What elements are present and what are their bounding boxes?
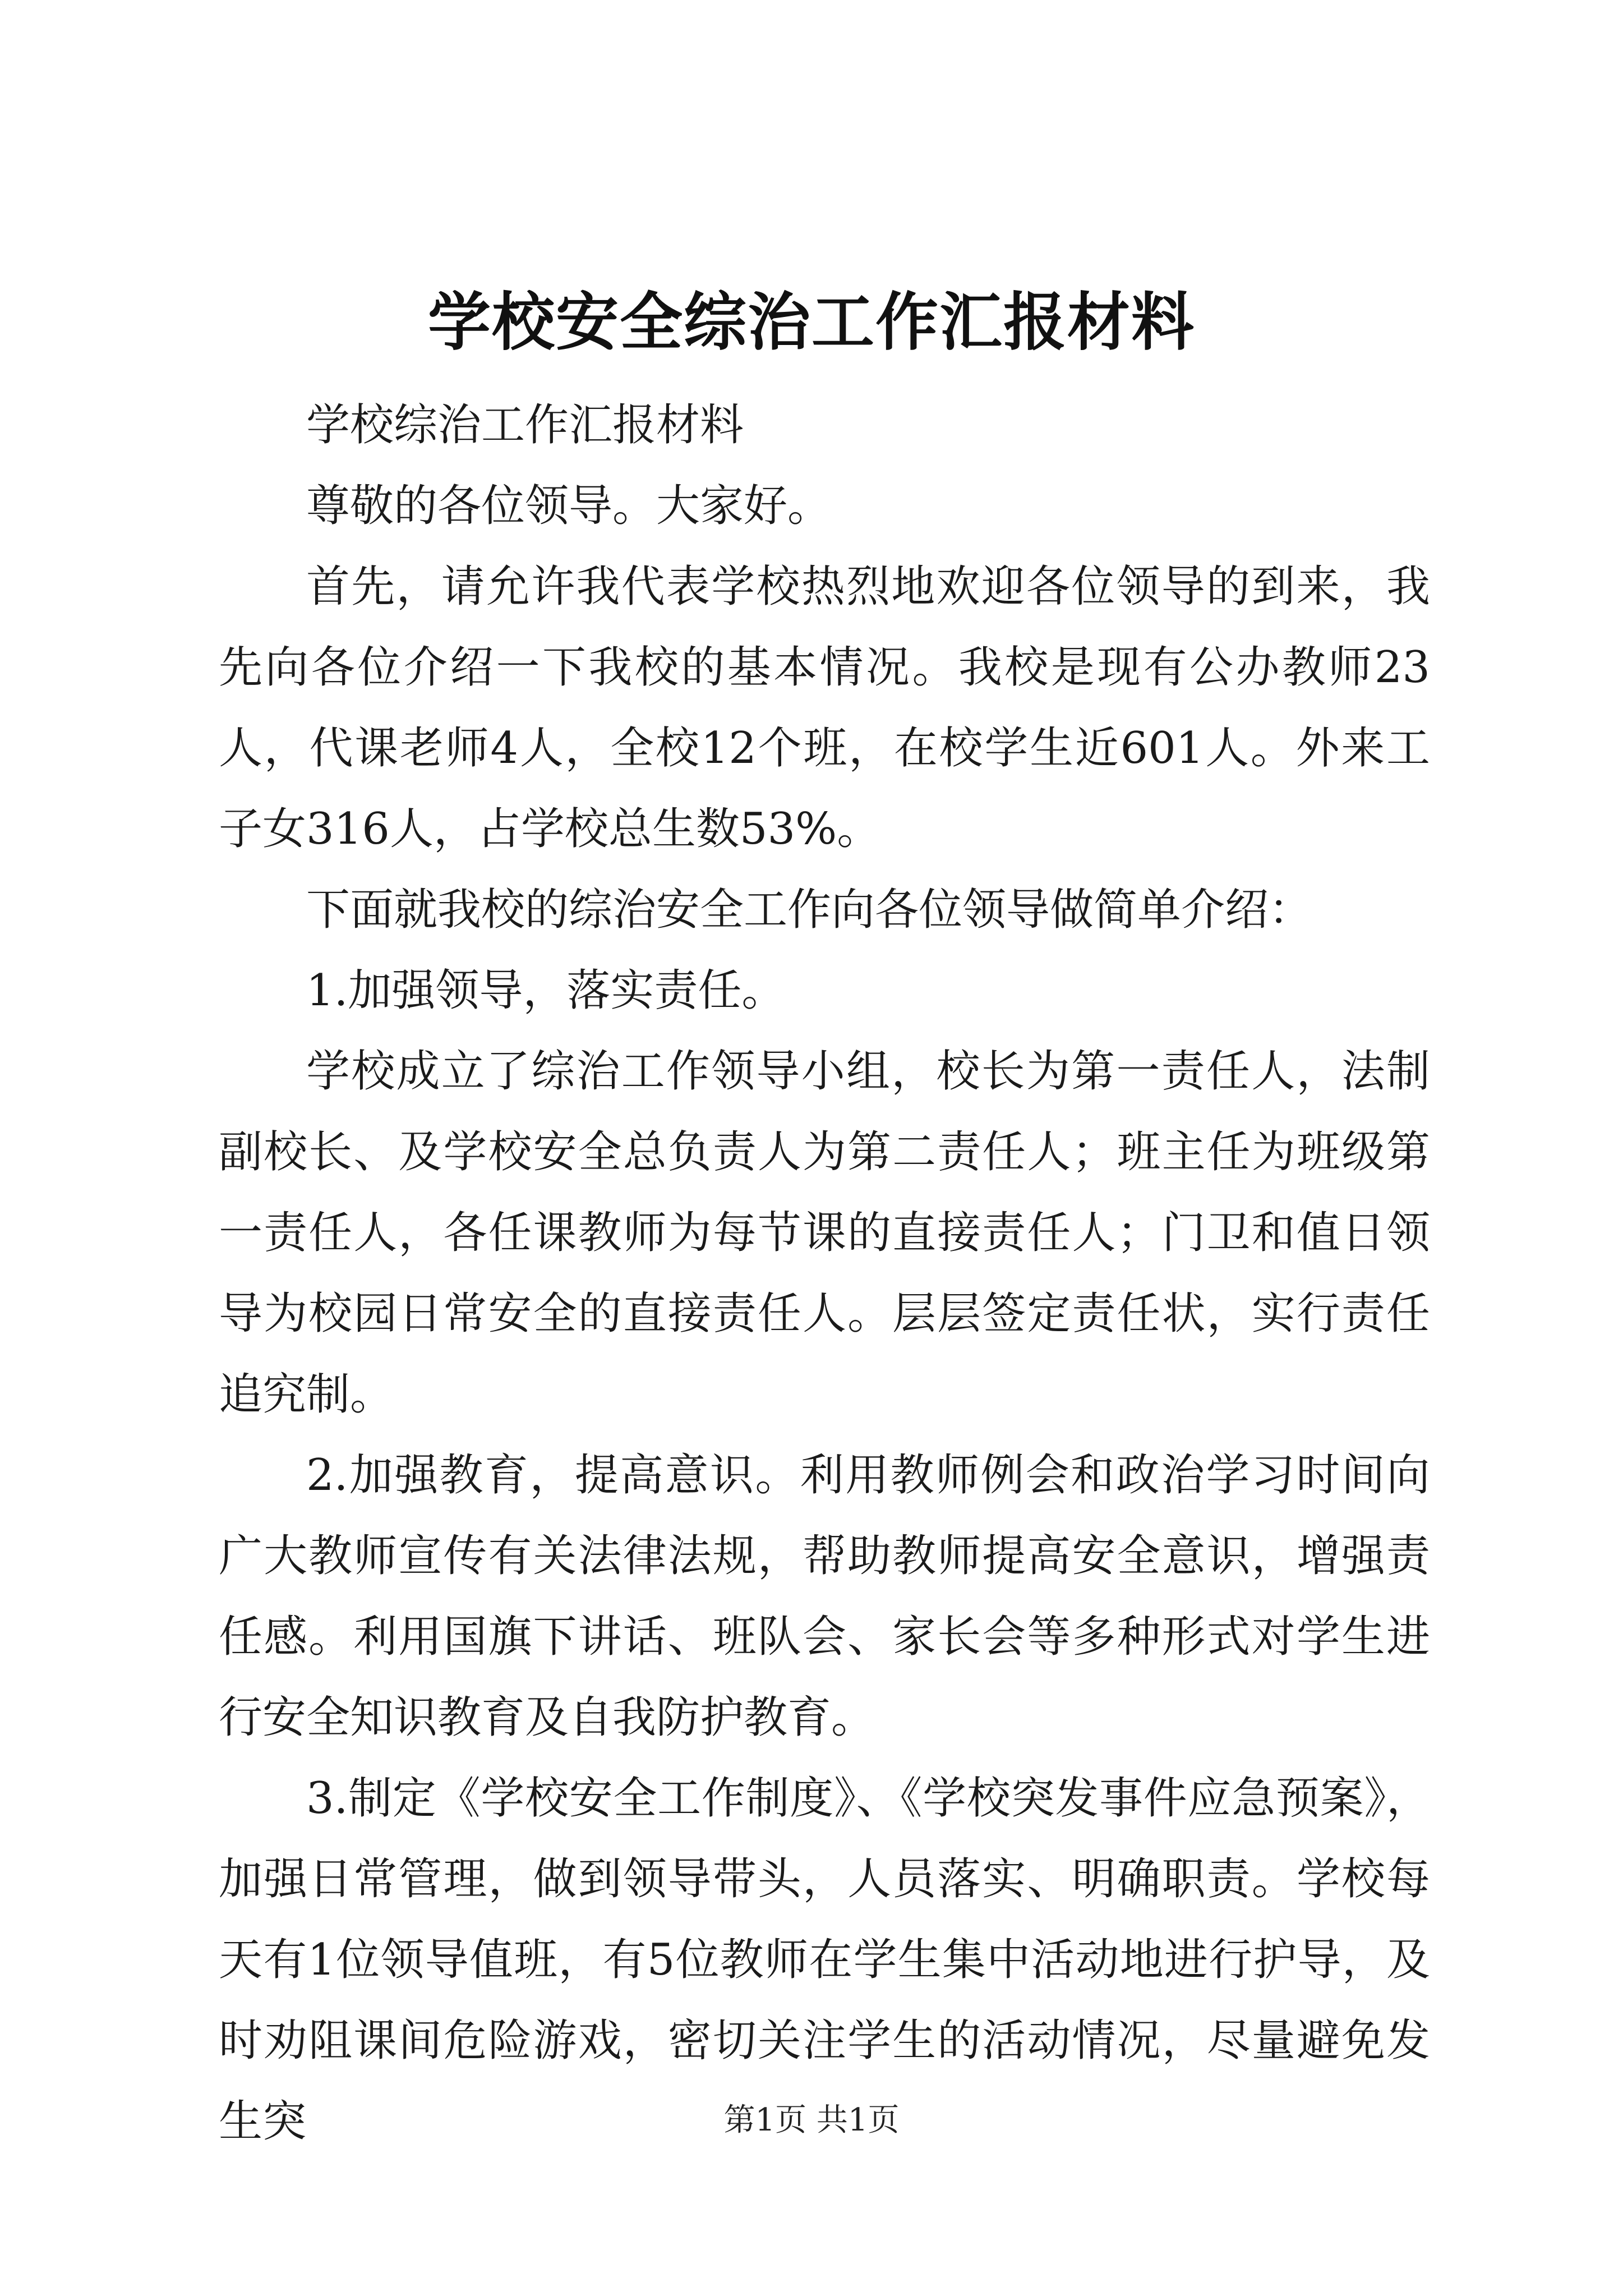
page-number-footer: 第1页 共1页: [723, 2102, 900, 2138]
paragraph-greeting: 尊敬的各位领导。大家好。: [306, 481, 832, 531]
document-body: [219, 385, 1430, 2162]
paragraph-item-1-heading: 1.加强领导，落实责任。: [306, 965, 786, 1016]
paragraph-introduction: 首先，请允许我代表学校热烈地欢迎各位领导的到来，我先向各位介绍一下我校的基本情况。我校是现有公办教师23人，代课老师4人，全校12个班，在校学生近601人。外来工子女316人，占学校总生数53%。: [219, 562, 1430, 854]
document-title: 学校安全综治工作汇报材料: [428, 286, 1195, 359]
paragraph-item-1-body: 学校成立了综治工作领导小组，校长为第一责任人，法制副校长、及学校安全总负责人为第二责任人；班主任为班级第一责任人，各任课教师为每节课的直接责任人；门卫和值日领导为校园日常安全的直接责任人。层层签定责任状，实行责任追究制。: [219, 1046, 1430, 1420]
paragraph-overview: 下面就我校的综治安全工作向各位领导做简单介绍：: [306, 885, 1313, 935]
paragraph-item-2: 2.加强教育，提高意识。利用教师例会和政治学习时间向广大教师宣传有关法律法规，帮助教师提高安全意识，增强责任感。利用国旗下讲话、班队会、家长会等多种形式对学生进行安全知识教育及自我防护教育。: [219, 1450, 1430, 1743]
paragraph-item-3: 3.制定《学校安全工作制度》、《学校突发事件应急预案》，加强日常管理，做到领导带头，人员落实、明确职责。学校每天有1位领导值班，有5位教师在学生集中活动地进行护导，及时劝阻课间危险游戏，密切关注学生的活动情况，尽量避免发生突: [219, 1773, 1430, 2147]
paragraph-subtitle: 学校综治工作汇报材料: [306, 400, 744, 450]
